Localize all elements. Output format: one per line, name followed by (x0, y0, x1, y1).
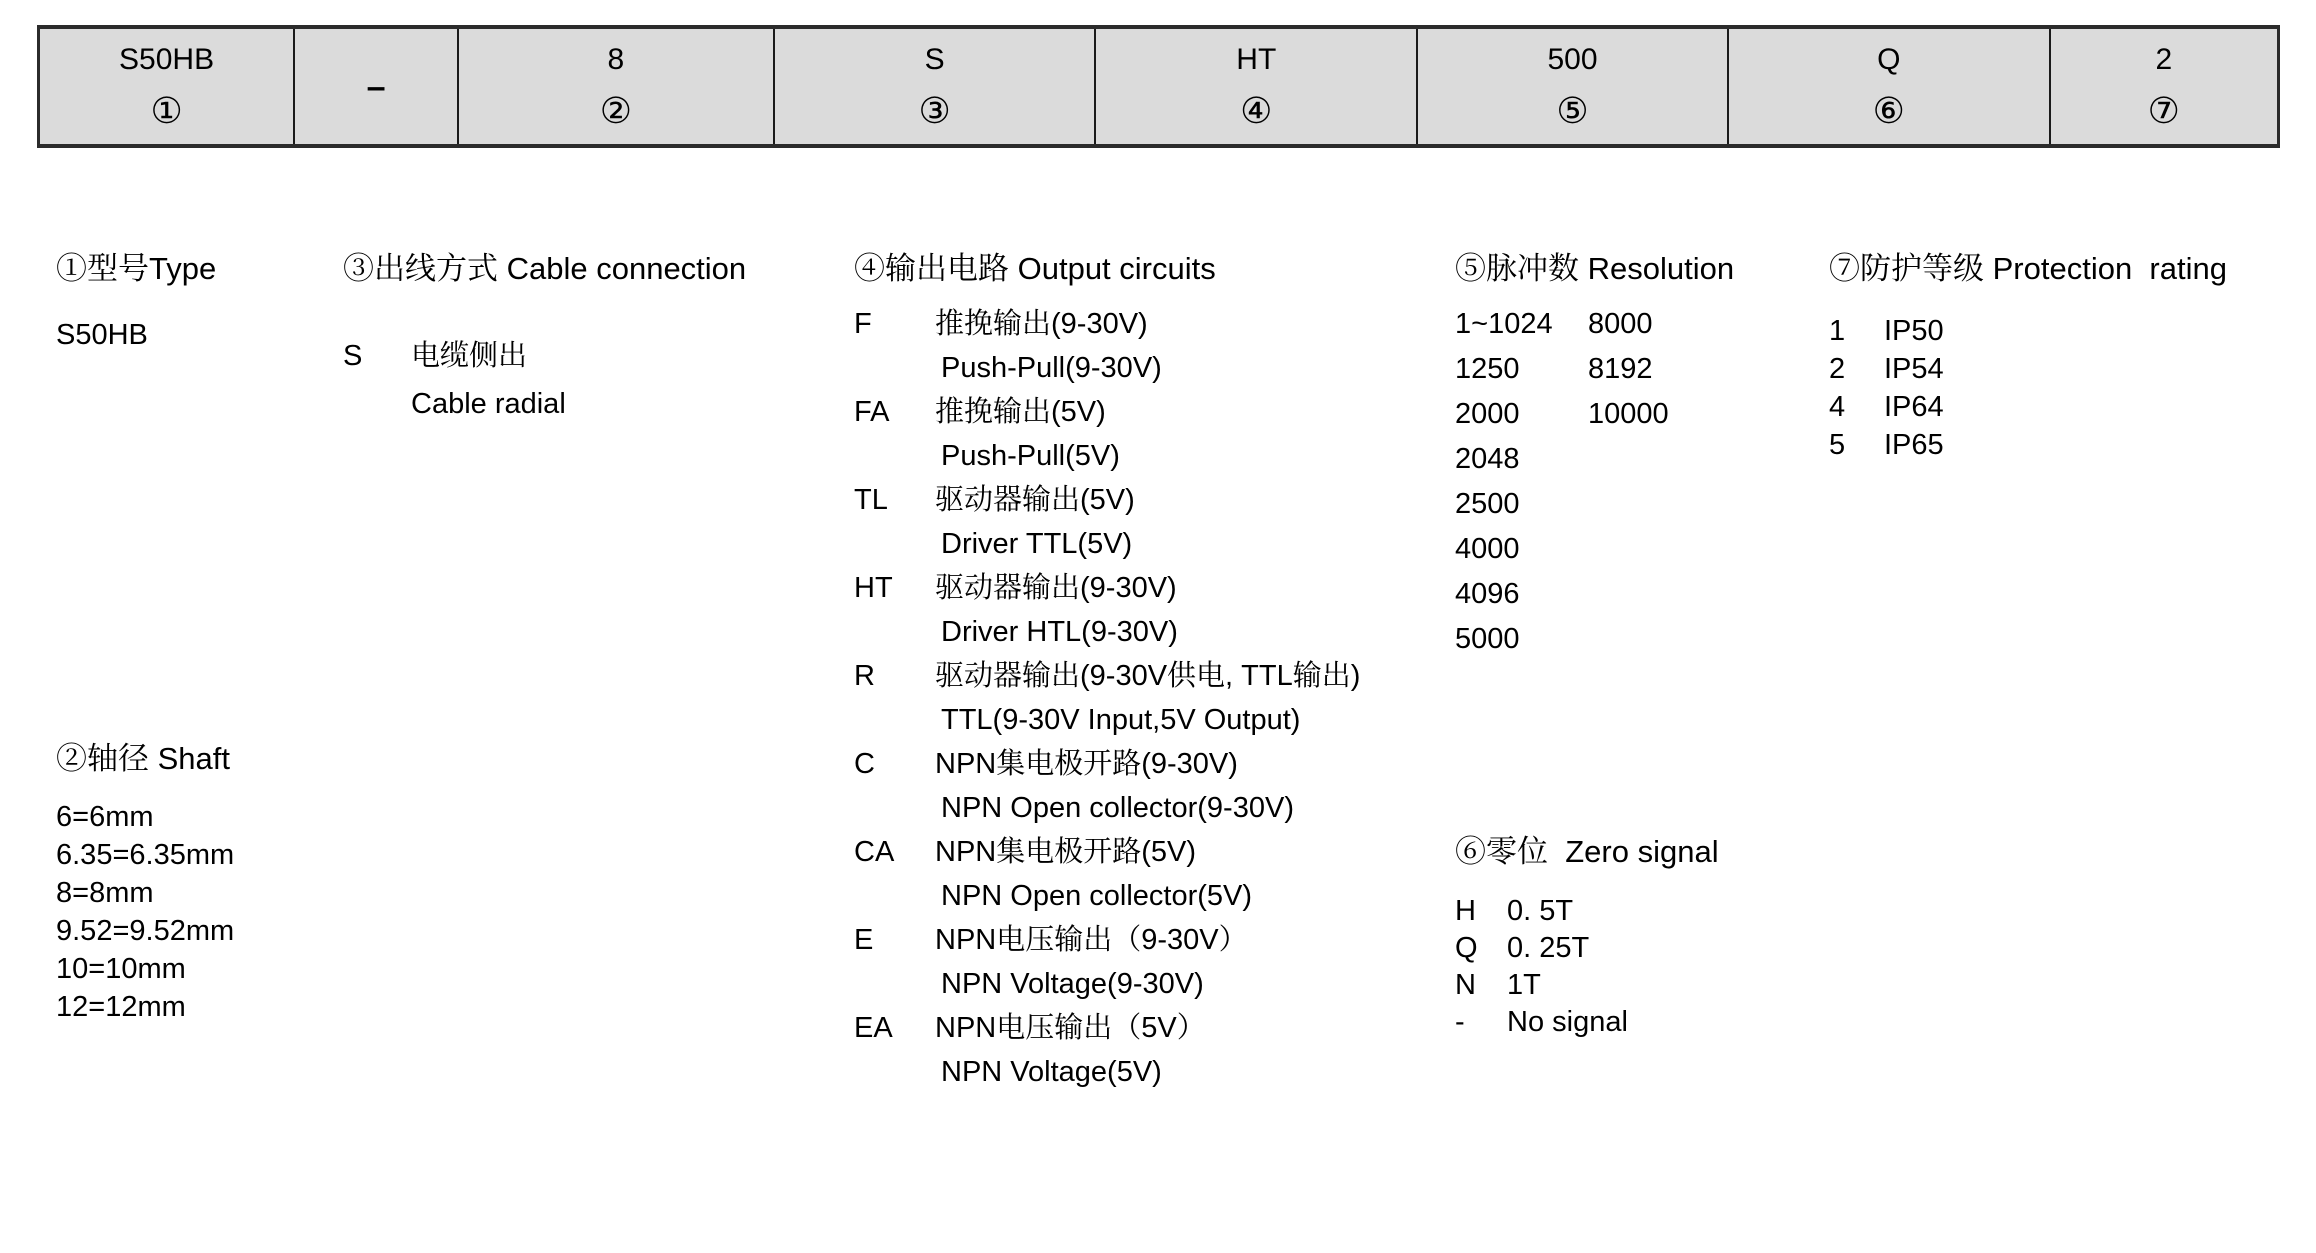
section-shaft (56, 740, 234, 1026)
protection-rating-value: IP65 (1884, 429, 1944, 461)
section-cable-connection (343, 250, 746, 428)
zero-signal-code: Q (1455, 932, 1478, 964)
model-code-index: ③ (918, 89, 951, 131)
output-circuit-en: NPN Voltage(5V) (941, 1056, 1162, 1088)
zero-signal-value: 1T (1507, 969, 1541, 1001)
protection-rating-option (1829, 312, 2227, 350)
model-code-index: ④ (1240, 89, 1273, 131)
section-zero-title: ⑥零位 Zero signal (1455, 834, 1719, 869)
protection-rating-option (1829, 426, 2227, 464)
model-code-value: 500 (1547, 42, 1598, 76)
section-resolution-title: ⑤脉冲数 Resolution (1455, 251, 1735, 286)
output-circuit-cn: 推挽输出(5V) (935, 396, 1106, 428)
resolution-option: 1250 (1455, 353, 1520, 385)
model-code-cell (1094, 29, 1416, 144)
cable-option-en: Cable radial (411, 388, 566, 420)
protection-rating-code: 4 (1829, 391, 1846, 423)
output-circuit-option (854, 478, 1360, 566)
section-output-circuits (854, 250, 1360, 1094)
output-circuit-cn: 驱动器输出(9-30V供电, TTL输出) (935, 660, 1361, 692)
section-shaft-title: ②轴径 Shaft (56, 741, 230, 776)
resolution-option: 4096 (1455, 578, 1520, 610)
output-circuits-list (854, 302, 1360, 1094)
cable-option (343, 332, 746, 428)
section-protection-title: ⑦防护等级 Protection rating (1829, 251, 2227, 286)
output-circuit-cn: NPN电压输出（5V） (935, 1012, 1206, 1044)
output-circuit-code: HT (854, 572, 893, 604)
output-circuit-code: FA (854, 396, 890, 428)
model-code-value: Q (1877, 42, 1901, 76)
model-code-cell (2049, 29, 2277, 144)
model-code-cell (773, 29, 1095, 144)
output-circuit-en: Driver HTL(9-30V) (941, 616, 1178, 648)
zero-signal-option (1455, 930, 1719, 967)
output-circuit-code: R (854, 660, 875, 692)
output-circuit-option (854, 302, 1360, 390)
model-code-cell (457, 29, 773, 144)
shaft-option: 9.52=9.52mm (56, 915, 235, 947)
model-code-index: ⑤ (1556, 89, 1589, 131)
protection-rating-code: 5 (1829, 429, 1846, 461)
model-code-cell (1727, 29, 2049, 144)
zero-signal-option (1455, 893, 1719, 930)
protection-rating-code: 1 (1829, 315, 1846, 347)
output-circuit-code: EA (854, 1012, 893, 1044)
resolution-option: 8192 (1588, 353, 1653, 385)
cable-option-code: S (343, 340, 363, 372)
protection-rating-value: IP54 (1884, 353, 1944, 385)
section-resolution (1455, 250, 1734, 662)
output-circuit-code: TL (854, 484, 888, 516)
model-code-index: ⑥ (1872, 89, 1905, 131)
model-code-cell (1416, 29, 1727, 144)
type-model-value: S50HB (56, 319, 148, 351)
model-code-index: ② (599, 89, 632, 131)
output-circuit-en: NPN Voltage(9-30V) (941, 968, 1204, 1000)
output-circuit-code: C (854, 748, 875, 780)
resolution-option: 2000 (1455, 398, 1520, 430)
output-circuit-option (854, 654, 1360, 742)
section-type (56, 250, 216, 354)
output-circuit-en: Push-Pull(9-30V) (941, 352, 1162, 384)
zero-signal-code: N (1455, 969, 1476, 1001)
resolution-option: 1~1024 (1455, 308, 1553, 340)
resolution-option: 2500 (1455, 488, 1520, 520)
zero-signal-list (1455, 893, 1719, 1041)
section-output-title: ④输出电路 Output circuits (854, 251, 1216, 286)
resolution-option: 8000 (1588, 308, 1653, 340)
output-circuit-cn: 驱动器输出(5V) (935, 484, 1135, 516)
output-circuit-code: E (854, 924, 874, 956)
zero-signal-code: H (1455, 895, 1476, 927)
output-circuit-en: Push-Pull(5V) (941, 440, 1120, 472)
cable-option-cn: 电缆侧出 (411, 340, 528, 372)
shaft-list (56, 798, 234, 1026)
output-circuit-cn: NPN电压输出（9-30V） (935, 924, 1248, 956)
section-protection-rating (1829, 250, 2227, 464)
section-type-title: ①型号Type (56, 251, 217, 286)
shaft-option: 10=10mm (56, 953, 186, 985)
zero-signal-option (1455, 967, 1719, 1004)
resolution-option: 10000 (1588, 398, 1669, 430)
output-circuit-option (854, 566, 1360, 654)
model-code-table (37, 25, 2280, 148)
zero-signal-value: 0. 25T (1507, 932, 1590, 964)
model-code-value: 2 (2155, 42, 2173, 76)
output-circuit-cn: NPN集电极开路(9-30V) (935, 748, 1238, 780)
output-circuit-code: CA (854, 836, 895, 868)
model-code-cell (40, 29, 293, 144)
protection-rating-list (1829, 312, 2227, 464)
zero-signal-value: 0. 5T (1507, 895, 1574, 927)
zero-signal-code: - (1455, 1006, 1465, 1038)
output-circuit-option (854, 742, 1360, 830)
resolution-option: 4000 (1455, 533, 1520, 565)
protection-rating-code: 2 (1829, 353, 1846, 385)
output-circuit-option (854, 830, 1360, 918)
resolution-option: 2048 (1455, 443, 1520, 475)
model-code-index: ① (150, 89, 183, 131)
zero-signal-value: No signal (1507, 1006, 1628, 1038)
protection-rating-value: IP50 (1884, 315, 1944, 347)
output-circuit-en: NPN Open collector(5V) (941, 880, 1253, 912)
model-code-value: HT (1236, 42, 1277, 76)
model-code-index: ⑦ (2147, 89, 2180, 131)
protection-rating-option (1829, 388, 2227, 426)
shaft-option: 8=8mm (56, 877, 154, 909)
output-circuit-cn: 驱动器输出(9-30V) (935, 572, 1177, 604)
output-circuit-cn: 推挽输出(9-30V) (935, 308, 1148, 340)
output-circuit-option (854, 1006, 1360, 1094)
model-code-value: 8 (607, 42, 625, 76)
output-circuit-en: NPN Open collector(9-30V) (941, 792, 1294, 824)
shaft-option: 6.35=6.35mm (56, 839, 235, 871)
shaft-option: 6=6mm (56, 801, 154, 833)
output-circuit-en: Driver TTL(5V) (941, 528, 1133, 560)
output-circuit-option (854, 918, 1360, 1006)
model-code-value: S (924, 42, 945, 76)
protection-rating-value: IP64 (1884, 391, 1944, 423)
model-code-cell (293, 29, 457, 144)
zero-signal-option (1455, 1004, 1719, 1041)
shaft-option: 12=12mm (56, 991, 186, 1023)
resolution-option: 5000 (1455, 623, 1520, 655)
model-code-value: S50HB (119, 42, 215, 76)
output-circuit-cn: NPN集电极开路(5V) (935, 836, 1197, 868)
output-circuit-option (854, 390, 1360, 478)
output-circuit-en: TTL(9-30V Input,5V Output) (941, 704, 1301, 736)
resolution-column-2 (1588, 302, 1669, 662)
output-circuit-code: F (854, 308, 872, 340)
model-code-value: – (366, 67, 386, 106)
section-zero-signal (1455, 833, 1719, 1041)
protection-rating-option (1829, 350, 2227, 388)
section-cable-title: ③出线方式 Cable connection (343, 251, 747, 286)
resolution-column-1 (1455, 302, 1588, 662)
